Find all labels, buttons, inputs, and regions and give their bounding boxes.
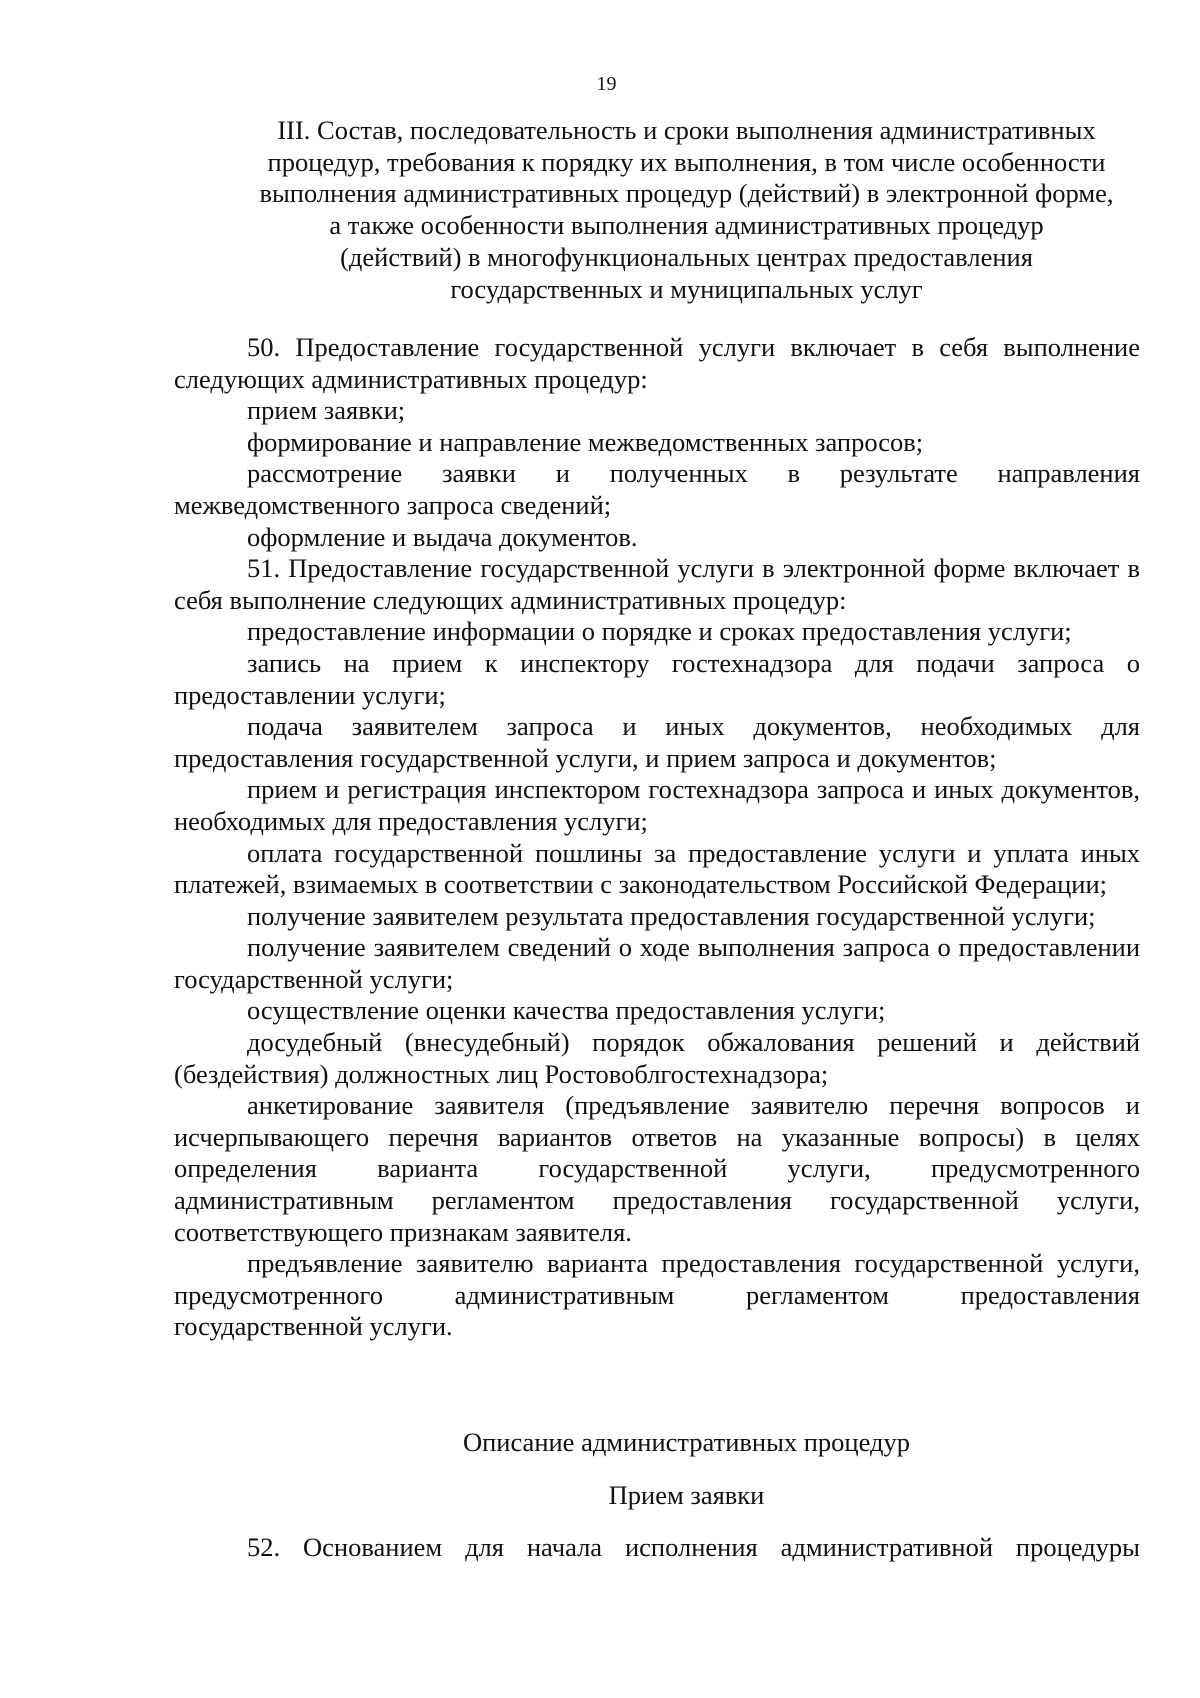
body-text bbox=[174, 332, 1140, 1343]
section-heading-line: III. Состав, последовательность и сроки выполнения административных bbox=[277, 115, 1096, 145]
paragraph: рассмотрение заявки и полученных в результате направления межведомственного запроса сведений; bbox=[174, 458, 1140, 520]
page-number: 19 bbox=[596, 73, 617, 95]
paragraph: подача заявителем запроса и иных документов, необходимых для предоставления государственной услуги, и прием запроса и документов; bbox=[174, 711, 1140, 773]
paragraph: оформление и выдача документов. bbox=[247, 521, 638, 552]
paragraph: анкетирование заявителя (предъявление заявителю перечня вопросов и исчерпывающего перечня вариантов ответов на указанные вопросы) в целях определения варианта государственной услуги, предусмотренного административным регламентом предоставления государственной услуги, соответствующего признакам заявителя. bbox=[174, 1090, 1140, 1247]
section-heading bbox=[160, 115, 1200, 305]
paragraph: получение заявителем сведений о ходе выполнения запроса о предоставлении государственной услуги; bbox=[174, 932, 1140, 994]
section-heading-line: государственных и муниципальных услуг bbox=[450, 273, 923, 304]
paragraph: предоставление информации о порядке и сроках предоставления услуги; bbox=[247, 616, 1072, 647]
paragraph: досудебный (внесудебный) порядок обжалования решений и действий (бездействия) должностных лиц Ростовоблгостехнадзора; bbox=[174, 1027, 1140, 1089]
section-heading-line: а также особенности выполнения административных процедур bbox=[329, 210, 1044, 241]
paragraph: прием заявки; bbox=[247, 395, 406, 426]
section-heading-line: (действий) в многофункциональных центрах предоставления bbox=[340, 241, 1033, 272]
paragraph: оплата государственной пошлины за предоставление услуги и уплата иных платежей, взимаемых в соответствии с законодательством Российской Федерации; bbox=[174, 837, 1140, 900]
paragraph: предъявление заявителю варианта предоставления государственной услуги, предусмотренного административным регламентом предоставления государственной услуги. bbox=[174, 1248, 1140, 1342]
paragraph: 50. Предоставление государственной услуги включает в себя выполнение следующих административных процедур: bbox=[174, 332, 1140, 394]
paragraph: прием и регистрация инспектором гостехнадзора запроса и иных документов, необходимых для предоставления услуги; bbox=[174, 774, 1140, 836]
paragraph: осуществление оценки качества предоставления услуги; bbox=[247, 995, 886, 1026]
subheading-application-intake: Прием заявки bbox=[608, 1480, 765, 1510]
subheading-procedures-description: Описание административных процедур bbox=[462, 1427, 911, 1457]
paragraph-52: 52. Основанием для начала исполнения административной процедуры bbox=[247, 1532, 1140, 1562]
paragraph: 51. Предоставление государственной услуги в электронной форме включает в себя выполнение следующих административных процедур: bbox=[174, 553, 1140, 615]
section-heading-line: процедур, требования к порядку их выполнения, в том числе особенности bbox=[267, 146, 1106, 177]
paragraph: получение заявителем результата предоставления государственной услуги; bbox=[247, 900, 1096, 931]
paragraph: запись на прием к инспектору гостехнадзора для подачи запроса о предоставлении услуги; bbox=[174, 647, 1140, 710]
paragraph: формирование и направление межведомственных запросов; bbox=[247, 426, 924, 457]
section-heading-line: выполнения административных процедур (действий) в электронной форме, bbox=[259, 178, 1114, 209]
